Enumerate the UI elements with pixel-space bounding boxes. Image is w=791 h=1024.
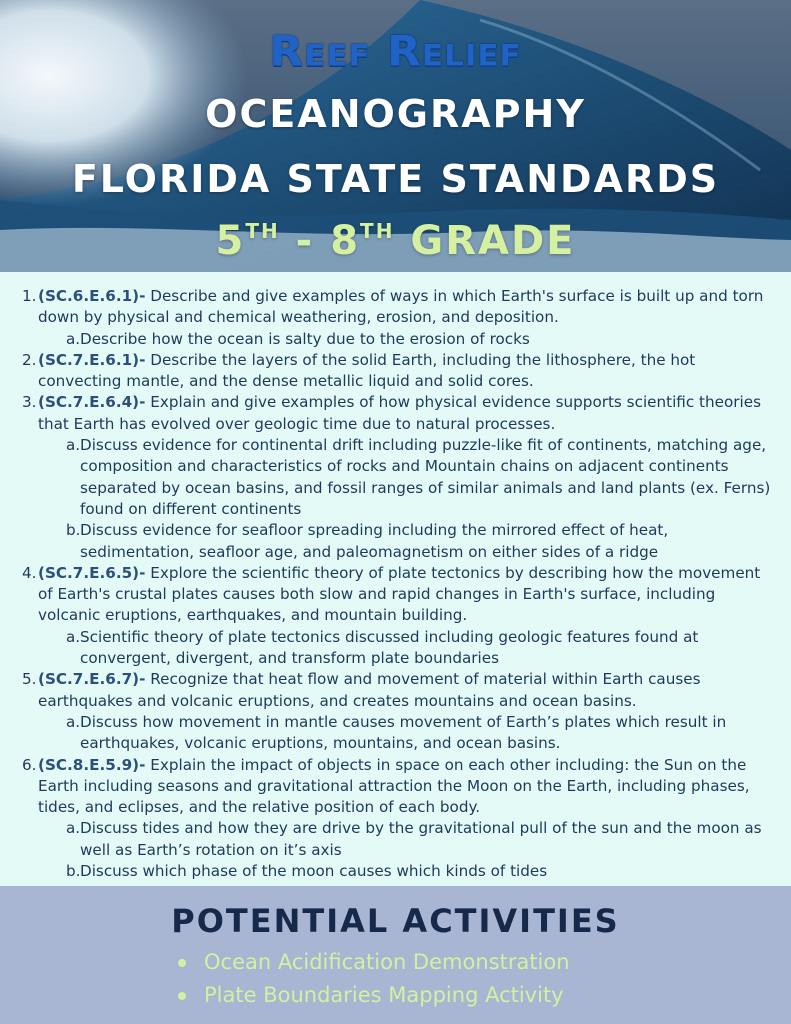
standard-number: 3. [22, 393, 37, 412]
grade-start-suffix: TH [245, 219, 280, 243]
sub-text: Discuss which phase of the moon causes which kinds of tides [80, 862, 548, 881]
activity-text: Ocean Acidification Demonstration [204, 950, 570, 974]
standard-item [22, 286, 774, 350]
activity-text: Plate Boundaries Mapping Activity [204, 983, 564, 1007]
standard-number: 4. [22, 563, 37, 582]
standard-code: (SC.7.E.6.4)- [38, 393, 146, 412]
sub-letter: a. [66, 712, 81, 731]
sub-list [38, 712, 774, 755]
standard-number: 5. [22, 670, 37, 689]
sub-text: Discuss evidence for seafloor spreading including the mirrored effect of heat, sedimentation, seafloor age, and paleomagnetism on either sides of a ridge [80, 521, 669, 561]
sub-list [38, 329, 774, 350]
sub-item [66, 627, 774, 670]
activity-item [178, 946, 570, 979]
sub-letter: a. [66, 627, 81, 646]
standard-text: Describe the layers of the solid Earth, including the lithosphere, the hot convecting mantle, and the dense metallic liquid and solid cores. [38, 350, 696, 391]
standard-text: Explain the impact of objects in space on each other including: the Sun on the Earth including seasons and gravitational attraction the Moon on the Earth, including phases, tides, and eclipses, and the relative position of each body. [38, 755, 750, 817]
standard-text: Describe and give examples of ways in which Earth's surface is built up and torn down by physical and chemical weathering, erosion, and deposition. [38, 287, 764, 327]
sub-text: Discuss how movement in mantle causes movement of Earth’s plates which result in earthquakes, volcanic eruptions, mountains, and ocean basins. [80, 712, 727, 753]
sub-list [38, 818, 774, 882]
grade-separator: - [279, 218, 331, 264]
standard-number: 6. [22, 755, 37, 774]
sub-text: Discuss evidence for continental drift including puzzle-like fit of continents, matching age, composition and characteristics of rocks and Mountain chains on adjacent continents separated by ocean basins, and fossil ranges of similar animals and land plants (ex. Ferns) found on different continents [80, 436, 771, 518]
activity-item [178, 979, 570, 1012]
standard-code: (SC.7.E.6.7)- [38, 670, 146, 689]
grade-start: 5 [215, 218, 246, 264]
standard-number: 1. [22, 287, 37, 305]
grade-word: GRADE [394, 218, 576, 264]
sub-text: Scientific theory of plate tectonics discussed including geologic features found at convergent, divergent, and transform plate boundaries [80, 627, 699, 668]
standard-item [22, 669, 774, 754]
sub-letter: a. [66, 329, 81, 348]
standard-code: (SC.7.E.6.5)- [38, 563, 146, 582]
sub-text: Discuss tides and how they are drive by the gravitational pull of the sun and the moon as well as Earth’s rotation on it’s axis [80, 819, 762, 859]
standard-code: (SC.7.E.6.1)- [38, 350, 146, 369]
bullet-icon [178, 959, 186, 967]
standard-number: 2. [22, 350, 37, 369]
grade-end-suffix: TH [360, 219, 395, 243]
sub-letter: b. [66, 862, 81, 881]
standard-text: Explore the scientific theory of plate tectonics by describing how the movement of Earth's crustal plates causes both slow and rapid changes in Earth's surface, including volcanic eruptions, earthquakes, and mountain building. [38, 563, 761, 625]
sub-letter: a. [66, 436, 81, 455]
sub-item [66, 861, 774, 882]
header-banner [0, 0, 791, 272]
sub-list [38, 435, 774, 563]
standard-code: (SC.8.E.5.9)- [38, 755, 146, 774]
activities-list [178, 946, 570, 1012]
standard-text: Recognize that heat flow and movement of material within Earth causes earthquakes and volcanic eruptions, and creates mountains and ocean basins. [38, 670, 701, 710]
sub-list [38, 627, 774, 670]
standard-item [22, 392, 774, 562]
sub-text: Describe how the ocean is salty due to the erosion of rocks [80, 329, 530, 348]
sub-item [66, 818, 774, 861]
sub-item [66, 435, 774, 520]
page-subtitle: FLORIDA STATE STANDARDS [71, 157, 720, 201]
activities-section [0, 886, 791, 1024]
sub-item [66, 712, 774, 755]
standard-text: Explain and give examples of how physical evidence supports scientific theories that Earth has evolved over geologic time due to natural processes. [38, 393, 761, 433]
page-title: OCEANOGRAPHY [205, 92, 586, 136]
standards-section [0, 272, 791, 886]
sub-letter: a. [66, 819, 81, 838]
sub-item [66, 520, 774, 563]
sub-letter: b. [66, 521, 81, 540]
brand-logo: Reef Relief [269, 27, 522, 76]
grade-range [0, 218, 791, 264]
standard-code: (SC.6.E.6.1)- [38, 287, 146, 305]
bullet-icon [178, 992, 186, 1000]
standard-item [22, 350, 774, 393]
sub-item [66, 329, 774, 350]
standard-item [22, 755, 774, 883]
grade-end: 8 [330, 218, 361, 264]
standards-list [22, 286, 774, 882]
activities-title: POTENTIAL ACTIVITIES [171, 902, 620, 940]
standard-item [22, 563, 774, 669]
